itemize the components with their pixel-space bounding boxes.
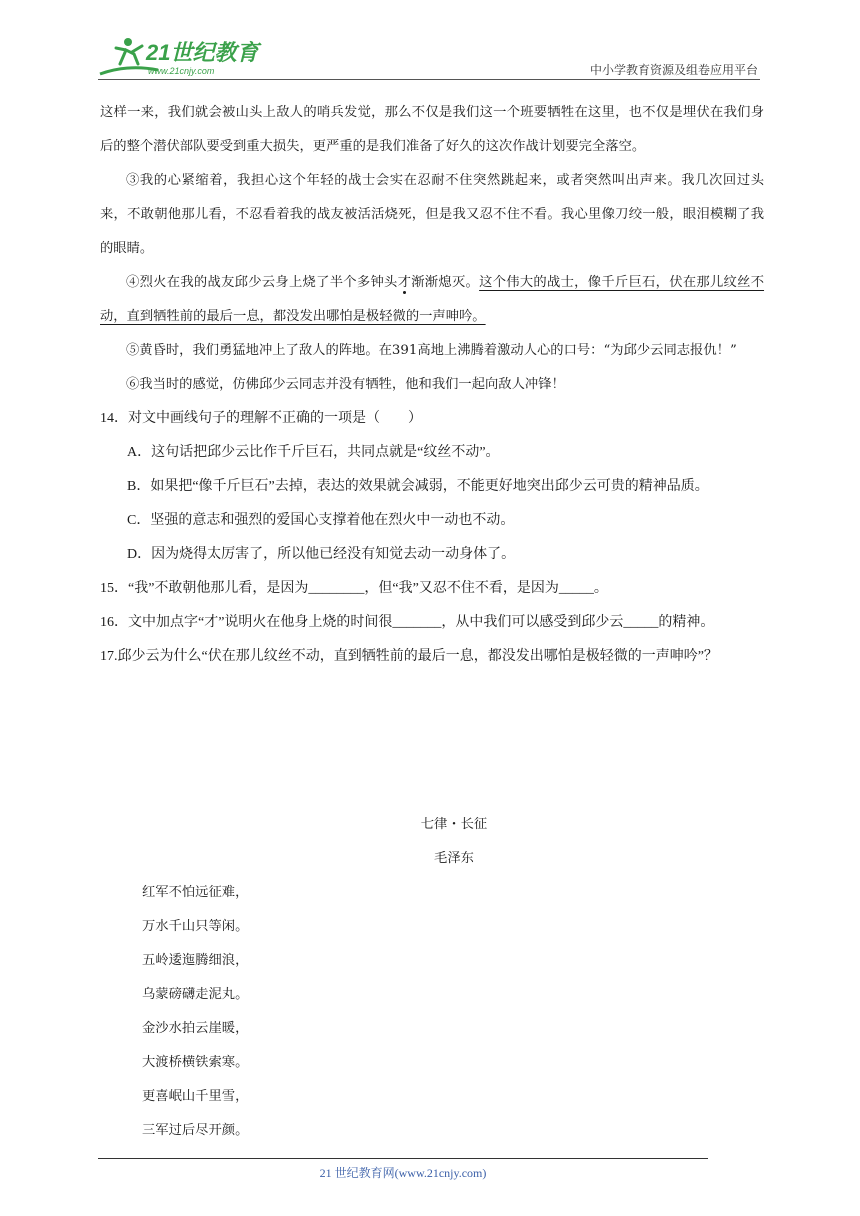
question-15: 15．“我”不敢朝他那儿看，是因为________，但“我”又忍不住不看，是因为_____。 [100, 581, 608, 596]
question-14: 14．对文中画线句子的理解不正确的一项是（ ） [100, 411, 422, 426]
poem-line: 五岭逶迤腾细浪， [142, 953, 249, 968]
platform-name: 中小学教育资源及组卷应用平台 [589, 63, 758, 77]
poem-line: 更喜岷山千里雪， [142, 1089, 249, 1104]
passage-paragraph: ⑥我当时的感觉，仿佛邱少云同志并没有牺牲，他和我们一起向敌人冲锋！ [126, 377, 565, 392]
poem-line: 三军过后尽开颜。 [142, 1123, 249, 1138]
passage-paragraph: ⑤黄昏时，我们勇猛地冲上了敌人的阵地。在391高地上沸腾着激动人心的口号：“为邱少云同志报仇！” [126, 343, 737, 358]
option-d: D．因为烧得太厉害了，所以他已经没有知觉去动一动身体了。 [127, 547, 516, 562]
poem-line: 万水千山只等闲。 [142, 919, 249, 934]
header-divider [98, 79, 760, 80]
page-header [98, 34, 760, 80]
question-16: 16．文中加点字“才”说明火在他身上烧的时间很_______，从中我们可以感受到邱少云_____的精神。 [100, 615, 715, 630]
text-span: ④烈火在我的战友邱少云身上烧了半个多钟头 [126, 275, 398, 290]
poem-author: 毛泽东 [434, 851, 474, 866]
question-17: 17.邱少云为什么“伏在那儿纹丝不动，直到牺牲前的最后一息，都没发出哪怕是极轻微的一声呻吟”？ [100, 649, 718, 664]
footer-divider [98, 1158, 708, 1159]
option-b: B．如果把“像千斤巨石”去掉，表达的效果就会减弱，不能更好地突出邱少云可贵的精神品质。 [127, 479, 709, 494]
option-c: C．坚强的意志和强烈的爱国心支撑着他在烈火中一动也不动。 [127, 513, 515, 528]
passage-paragraph: 这样一来，我们就会被山头上敌人的哨兵发觉，那么不仅是我们这一个班要牺牲在这里，也不仅是埋伏在我们身后的整个潜伏部队要受到重大损失，更严重的是我们准备了好久的这次作战计划要完全落空。 [100, 105, 764, 154]
underlined-sentence: 这个伟大的战士，像千斤巨石，伏在那儿纹丝不动，直到牺牲前的最后一息，都没发出哪怕是极轻微的一声呻吟。 [100, 275, 765, 324]
passage-paragraph-4 [100, 266, 764, 334]
poem-line: 乌蒙磅礴走泥丸。 [142, 987, 249, 1002]
poem-line: 大渡桥横铁索寒。 [142, 1055, 249, 1070]
text-span: 渐渐熄灭。 [411, 275, 480, 290]
poem-line: 金沙水拍云崖暖， [142, 1021, 249, 1036]
passage-paragraph: ③我的心紧缩着，我担心这个年轻的战士会实在忍耐不住突然跳起来，或者突然叫出声来。我几次回过头来，不敢朝他那儿看，不忍看着我的战友被活活烧死，但是我又忍不住不看。我心里像刀绞一般，眼泪模糊了我的眼睛。 [100, 173, 764, 256]
passage-and-questions [100, 96, 764, 674]
footer-link[interactable]: 21 世纪教育网(www.21cnjy.com) [319, 1166, 487, 1180]
svg-text:www.21cnjy.com: www.21cnjy.com [148, 66, 215, 76]
svg-text:21世纪教育: 21世纪教育 [146, 40, 259, 65]
dotted-character: 才 [397, 275, 412, 290]
option-a: A．这句话把邱少云比作千斤巨石，共同点就是“纹丝不动”。 [127, 445, 500, 460]
21cnjy-logo [98, 34, 268, 80]
poem-line: 红军不怕远征难， [142, 885, 249, 900]
poem-title: 七律・长征 [420, 817, 488, 832]
poem-section [100, 808, 764, 1148]
